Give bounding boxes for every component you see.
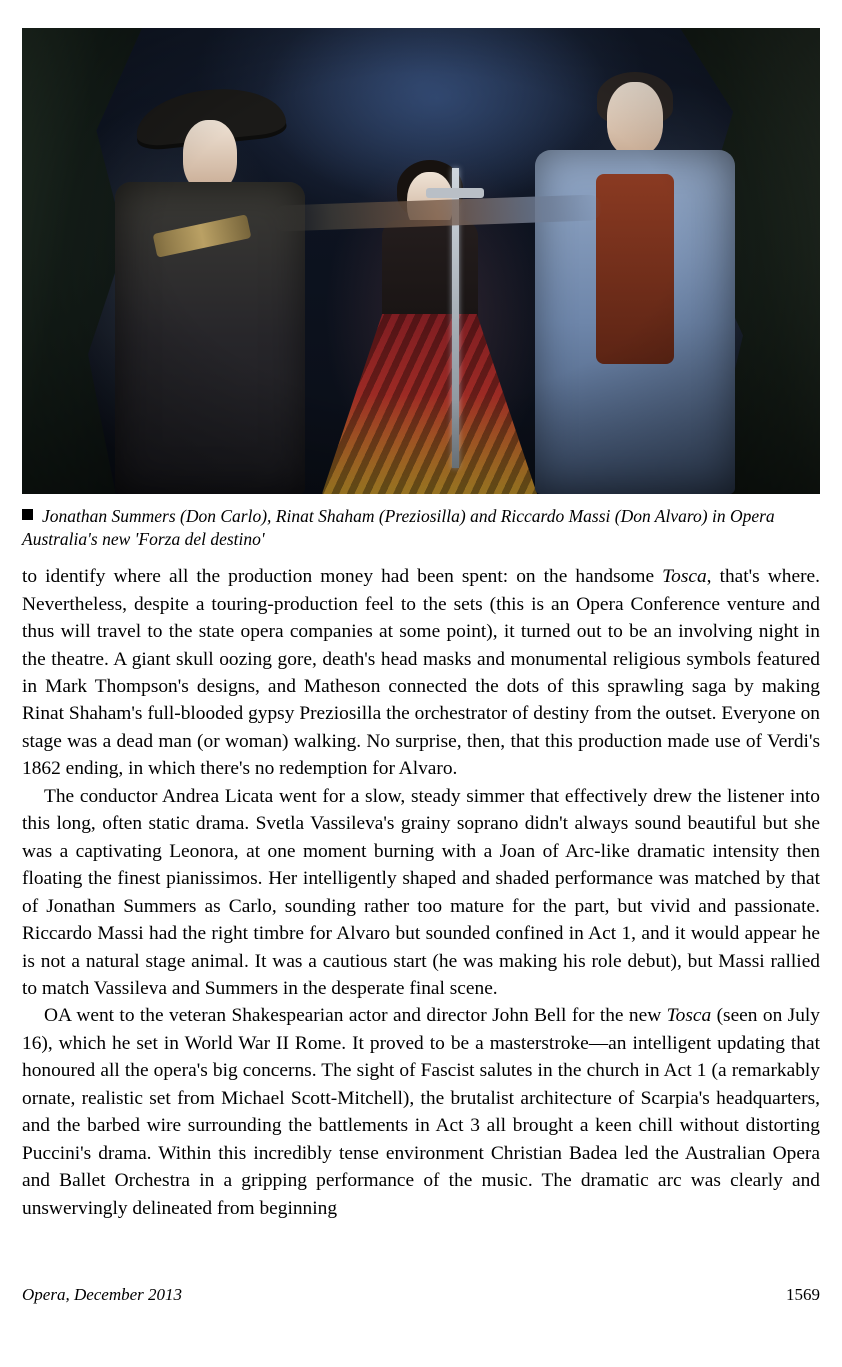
paragraph-3: OA went to the veteran Shakespearian actor and director John Bell for the new Tosca (seen on July 16), which he set in World War II Rome. It proved to be a masterstroke—an intelligent updating that honoured all the opera's big concerns. The sight of Fascist salutes in the church in Act 1 (a remarkably ornate, realistic set from Michael Scott-Mitchell), the brutalist architecture of Scarpia's headquarters, and the barbed wire surrounding the battlements in Act 3 all brought a keen chill without distorting Puccini's drama. Within this incredibly tense environment Christian Badea led the Australian Opera and Ballet Orchestra in a gripping performance of the music. The dramatic arc was clearly and unswervingly delineated from beginning xyxy=(22,1005,820,1219)
paragraph-1: to identify where all the production money had been spent: on the handsome Tosca, that's where. Nevertheless, despite a touring-production feel to the sets (this is an Opera Conference venture and thus will travel to the state opera companies at some point), it turned out to be an involving night in the theatre. A giant skull oozing gore, death's head masks and monumental religious symbols featured in Mark Thompson's designs, and Matheson connected the dots of this sprawling saga by making Rinat Shaham's full-blooded gypsy Preziosilla the orchestrator of destiny from the outset. Everyone on stage was a dead man (or woman) walking. No surprise, then, that this production made use of Verdi's 1862 ending, in which there's no redemption for Alvaro. xyxy=(22,566,820,780)
photo-vignette xyxy=(22,28,820,494)
photo-caption xyxy=(22,505,812,551)
photo-scene xyxy=(22,28,820,494)
production-photograph xyxy=(22,28,820,494)
footer-source: Opera, December 2013 xyxy=(22,1285,183,1304)
caption-text: Jonathan Summers (Don Carlo), Rinat Shaham (Preziosilla) and Riccardo Massi (Don Alvaro) in Opera Australia's new 'Forza del destino' xyxy=(22,506,775,550)
page-footer xyxy=(22,1285,820,1305)
page-content xyxy=(22,28,820,1222)
footer-page-number: 1569 xyxy=(786,1285,820,1304)
paragraph-2: The conductor Andrea Licata went for a slow, steady simmer that effectively drew the listener into this long, often static drama. Svetla Vassileva's grainy soprano didn't always sound beautiful but she was a captivating Leonora, at one moment burning with a Joan of Arc-like dramatic intensity then floating the finest pianissimos. Her intelligently shaped and shaded performance was matched by that of Jonathan Summers as Carlo, sounding rather too mature for the part, but vivid and passionate. Riccardo Massi had the right timbre for Alvaro but sounded confined in Act 1, and it would appear he is not a natural stage animal. It was a cautious start (he was making his role debut), but Massi rallied to match Vassileva and Summers in the desperate final scene. xyxy=(22,785,820,999)
article-body xyxy=(22,563,820,1222)
square-bullet-icon xyxy=(22,509,33,520)
